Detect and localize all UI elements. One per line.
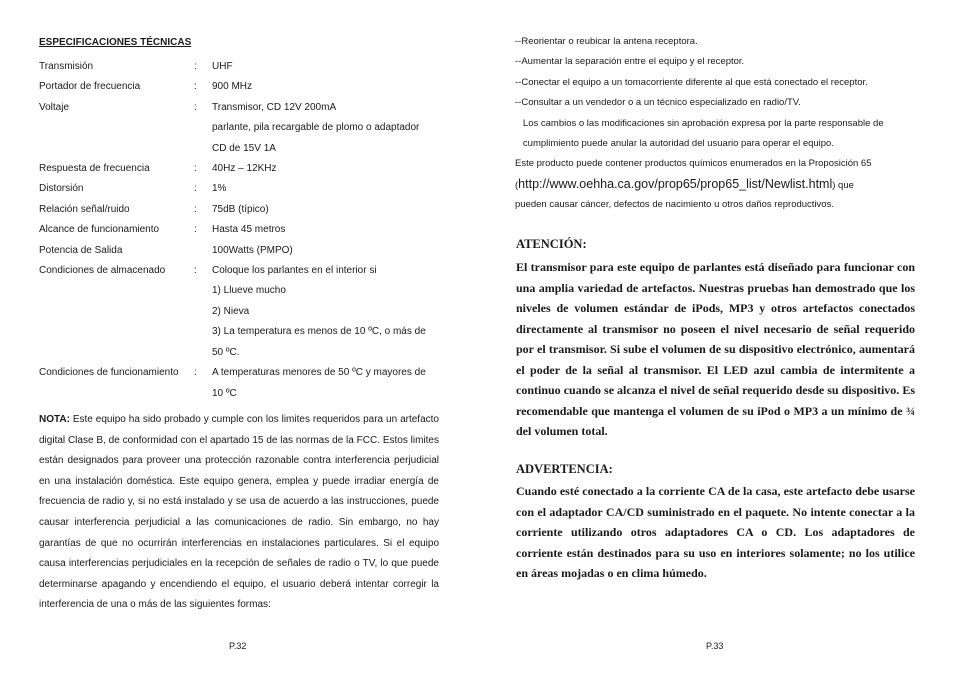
spec-row (39, 77, 441, 97)
spec-value: Hasta 45 metros (212, 224, 286, 236)
spec-separator: : (194, 203, 197, 215)
spec-value: A temperaturas menores de 50 ºC y mayores de (212, 367, 426, 379)
spec-label: Alcance de funcionamiento (39, 224, 160, 236)
spec-separator: : (194, 101, 197, 113)
spec-table (39, 57, 441, 404)
note-label: NOTA: (39, 414, 70, 425)
fcc-note (39, 410, 439, 616)
spec-value: 2) Nieva (212, 305, 250, 317)
atencion-text: El transmisor para este equipo de parlantes está diseñado para funcionar con una amplia variedad de artefactos. Nuestras pruebas han demostrado que los niveles de volumen estándar de iPods, MP3 y otros artefactos conectados directamente al transmisor no poseen el nivel necesario de señal requerido por el transmisor. Si sube el volumen de su dispositivo electrónico, aumentará el poder de la señal al transmisor. El LED azul cambia de intermitente a continuo cuando se alcanza el nivel de señal requerido desde su dispositivo. Es recomendable que mantenga el volumen de su iPod o MP3 a un mínimo de ¾ del volumen total. (516, 260, 915, 438)
spec-value: 100Watts (PMPO) (212, 244, 293, 256)
fcc-instruction: --Reorientar o reubicar la antena receptora. (515, 36, 698, 47)
spec-value: 75dB (típico) (212, 203, 269, 215)
prop65-notice: Este producto puede contener productos químicos enumerados en la Proposición 65 (515, 158, 872, 169)
spec-separator: : (194, 183, 197, 195)
prop65-url[interactable]: http://www.oehha.ca.gov/prop65/prop65_list/Newlist.html (518, 177, 833, 191)
spec-label: Relación señal/ruido (39, 203, 130, 215)
prop65-notice: pueden causar cáncer, defectos de nacimiento u otros daños reproductivos. (515, 199, 834, 210)
spec-label: Transmisión (39, 61, 94, 72)
spec-values (212, 98, 441, 159)
spec-label: Condiciones de almacenado (39, 265, 166, 277)
spec-row (39, 57, 441, 77)
spec-row (39, 363, 441, 404)
spec-row (39, 261, 441, 363)
spec-value: 1% (212, 183, 227, 195)
spec-separator: : (194, 367, 197, 379)
spec-separator: : (194, 265, 197, 277)
spec-label: Condiciones de funcionamiento (39, 367, 179, 379)
spec-values (212, 363, 441, 404)
advertencia-heading: ADVERTENCIA: (516, 462, 613, 476)
spec-label: Potencia de Salida (39, 244, 123, 256)
spec-value: Coloque los parlantes en el interior si (212, 265, 377, 277)
spec-values (212, 241, 441, 261)
spec-label: Distorsión (39, 183, 84, 195)
spec-values (212, 220, 441, 240)
fcc-instruction: --Conectar el equipo a un tomacorriente diferente al que está conectado el receptor. (515, 77, 868, 88)
spec-row (39, 200, 441, 220)
spec-row (39, 98, 441, 159)
spec-values (212, 200, 441, 220)
spec-values (212, 179, 441, 199)
spec-values (212, 57, 441, 77)
advertencia-text: Cuando esté conectado a la corriente CA de la casa, este artefacto debe usarse con el adaptador CA/CD suministrado en el paquete. No intente conectar a la corriente utilizando otros adaptadores CA o CD. Los adaptadores de corriente están destinados para su uso en interiores solamente; no los utilice en áreas mojadas o en clima húmedo. (516, 484, 915, 580)
spec-value: 50 ºC. (212, 346, 240, 358)
page-number: P.32 (229, 641, 247, 651)
spec-separator: : (194, 163, 197, 175)
page-number: P.33 (706, 641, 724, 651)
spec-label: Portador de frecuencia (39, 81, 141, 93)
note-text: Este equipo ha sido probado y cumple con los limites requeridos para un artefacto digital Clase B, de conformidad con el apartado 15 de las normas de la FCC. Estos limites están designados para proveer una protección razonable contra interferencia perjudicial en una instalación doméstica. Este equipo genera, emplea y puede irradiar energía de frecuencia de radio y, si no está instalado y se usa de acuerdo a las instrucciones, puede causar interferencia perjudicial a las comunicaciones de radio. Sin embargo, no hay garantías de que no ocurrirán interferencias en instalaciones particulares. Si el equipo causa interferencias perjudiciales en la recepción de señales de radio o TV, lo que puede determinarse apagando y encendiendo el equipo, el usuario deberá intentar corregir la interferencia de una o más de las siguientes formas: (39, 414, 439, 611)
spec-row (39, 179, 441, 199)
spec-values (212, 77, 441, 97)
spec-value: 10 ºC (212, 387, 237, 399)
spec-value: CD de 15V 1A (212, 142, 276, 154)
spec-values (212, 261, 441, 363)
spec-label: Respuesta de frecuencia (39, 163, 150, 175)
spec-row (39, 159, 441, 179)
fcc-instruction: --Consultar a un vendedor o a un técnico especializado en radio/TV. (515, 97, 801, 108)
spec-value: parlante, pila recargable de plomo o adaptador (212, 122, 420, 134)
right-page (477, 0, 954, 675)
atencion-heading: ATENCIÓN: (516, 237, 587, 251)
spec-value: 900 MHz (212, 81, 253, 93)
spec-values (212, 159, 441, 179)
spec-separator: : (194, 61, 197, 72)
spec-row (39, 220, 441, 240)
spec-value: 40Hz – 12KHz (212, 163, 277, 175)
spec-separator: : (194, 224, 197, 236)
spec-label: Voltaje (39, 101, 70, 113)
fcc-instruction: --Aumentar la separación entre el equipo y el receptor. (515, 56, 745, 67)
spec-row (39, 241, 441, 261)
spec-value: Transmisor, CD 12V 200mA (212, 101, 337, 113)
spec-title: ESPECIFICACIONES TÉCNICAS (39, 37, 192, 48)
spec-value: UHF (212, 61, 233, 72)
prop65-url-line: (http://www.oehha.ca.gov/prop65/prop65_list/Newlist.html) que (515, 177, 854, 191)
spec-value: 3) La temperatura es menos de 10 ºC, o más de (212, 326, 426, 338)
fcc-modification-note: cumplimiento puede anular la autoridad del usuario para operar el equipo. (515, 138, 834, 149)
spec-separator: : (194, 81, 197, 93)
spec-value: 1) Llueve mucho (212, 285, 286, 297)
fcc-modification-note: Los cambios o las modificaciones sin aprobación expresa por la parte responsable de (515, 118, 884, 129)
